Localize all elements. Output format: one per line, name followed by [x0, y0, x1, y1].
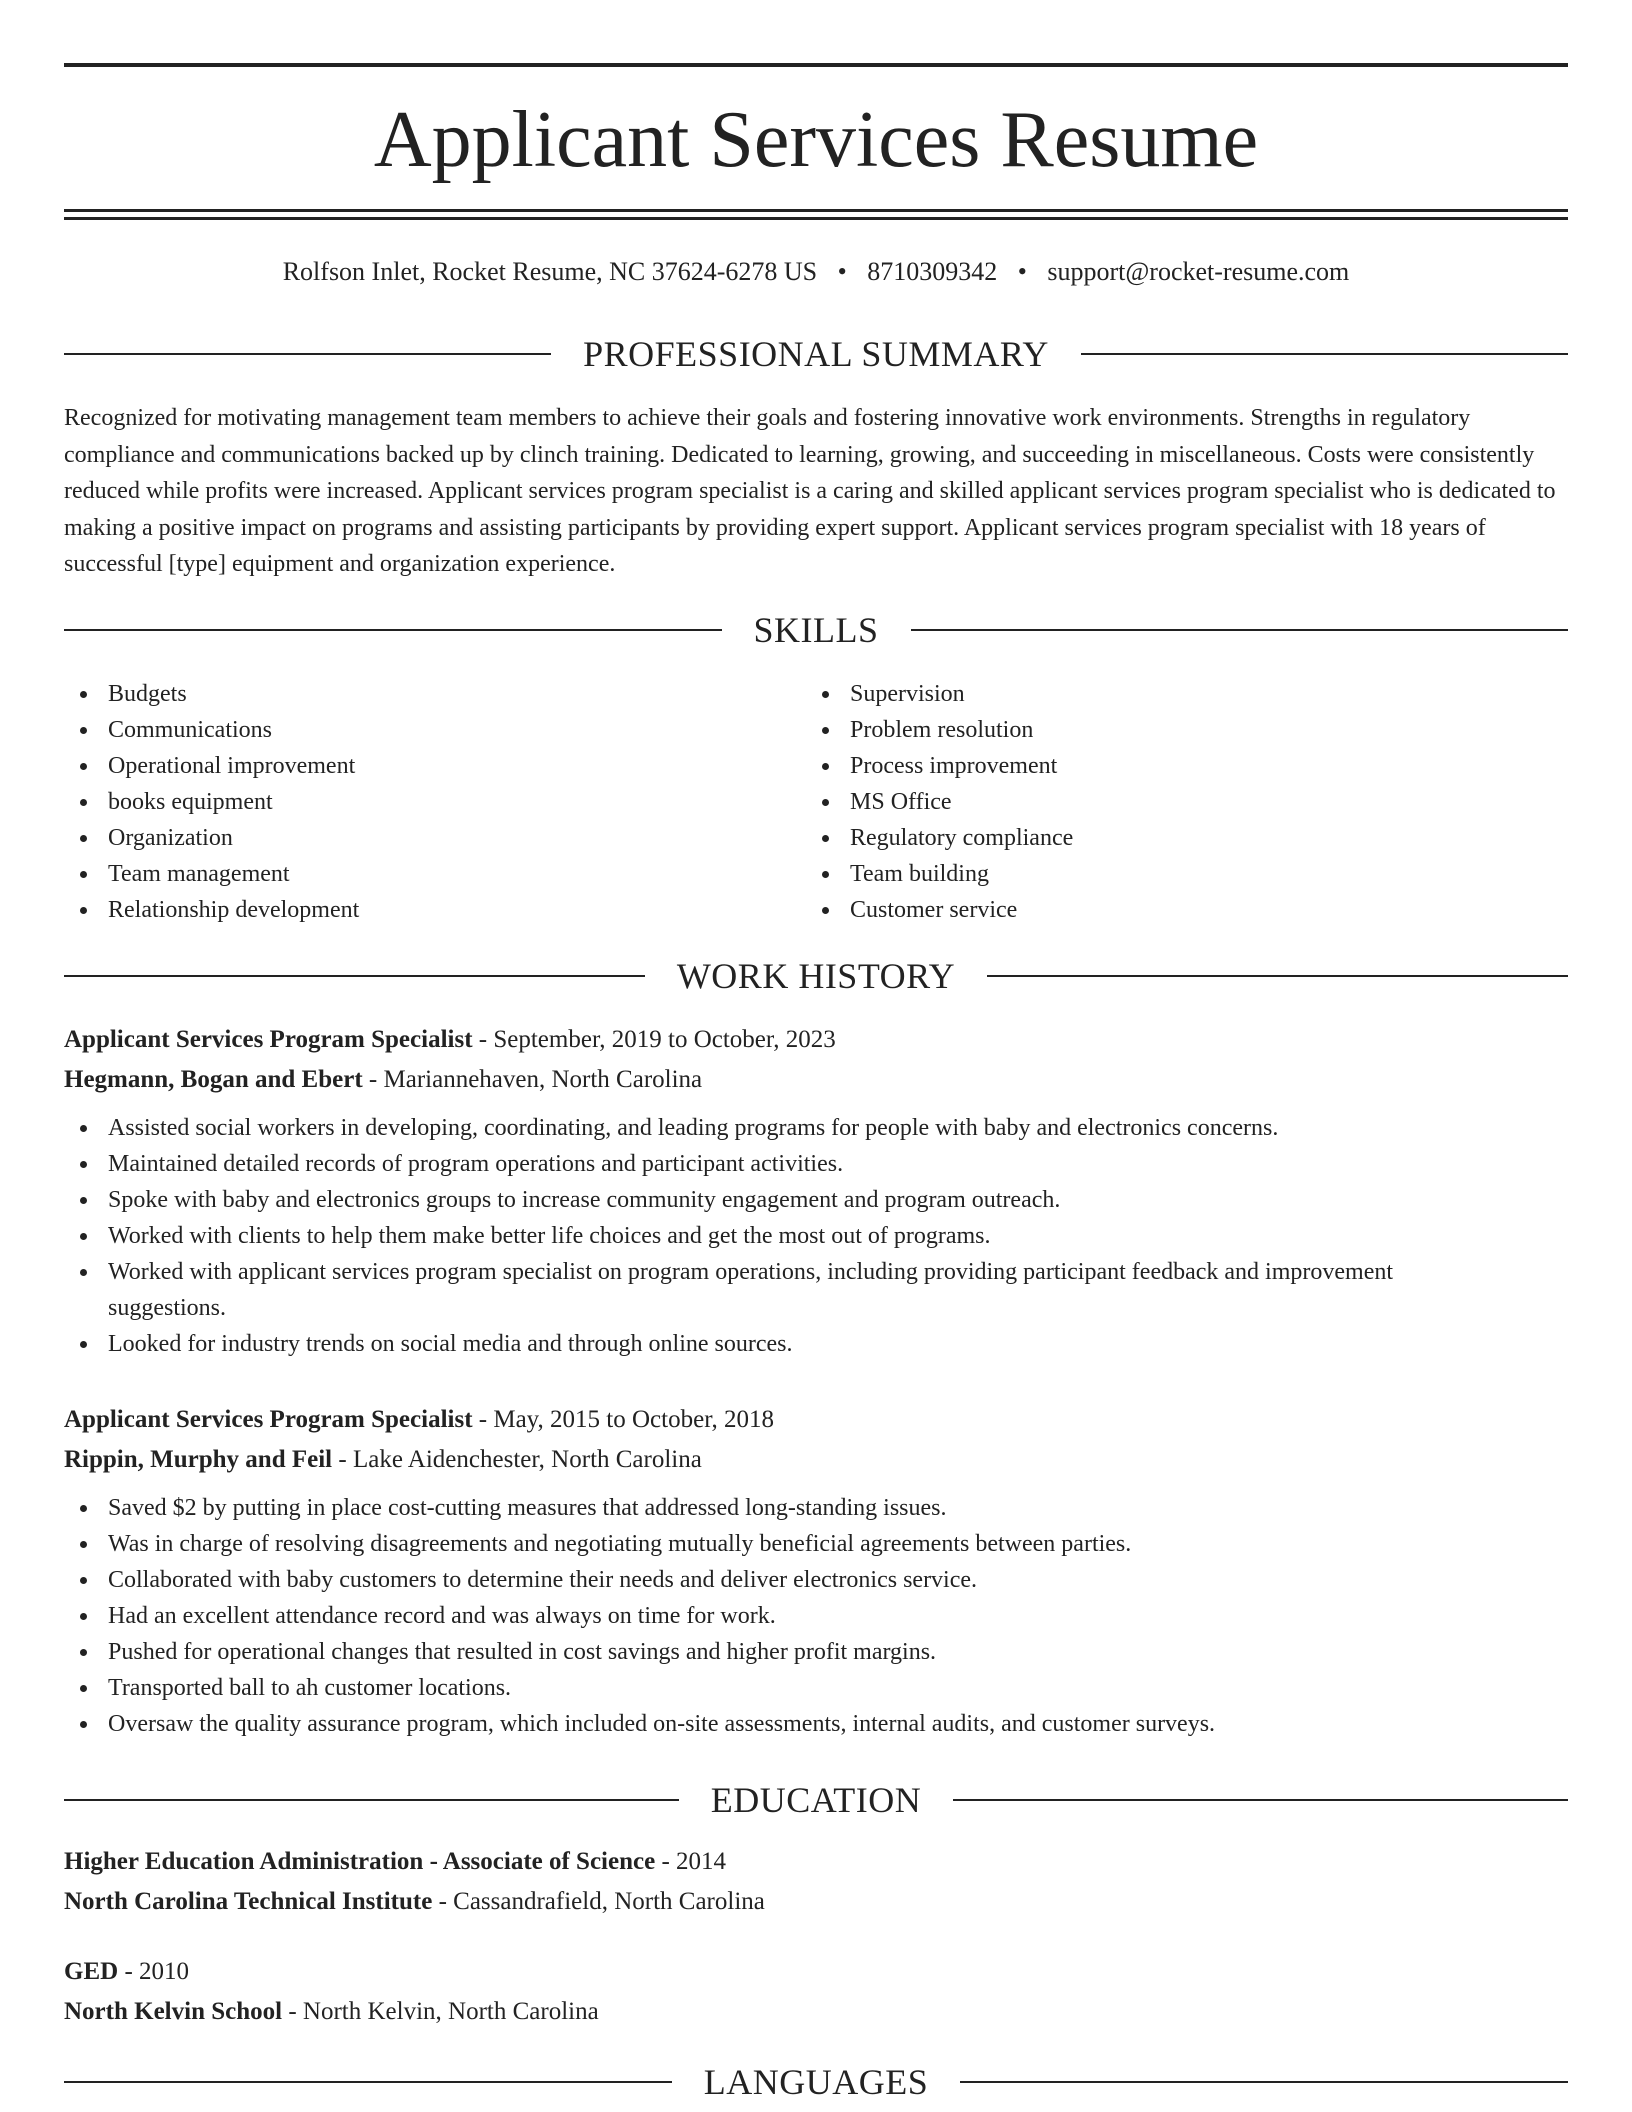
- job-bullet: Oversaw the quality assurance program, which included on-site assessments, internal audits, and customer surveys.: [64, 1706, 1568, 1742]
- job-location: - Mariannehaven, North Carolina: [362, 1066, 703, 1093]
- section-heading-summary: [64, 332, 1568, 376]
- job-bullet: Had an excellent attendance record and was always on time for work.: [64, 1598, 1568, 1634]
- job-bullet: Worked with clients to help them make better life choices and get the most out of programs.: [64, 1218, 1568, 1254]
- contact-separator: •: [1017, 257, 1027, 286]
- job-company: Hegmann, Bogan and Ebert: [64, 1066, 363, 1093]
- job-bullet: Worked with applicant services program specialist on program operations, including providing participant feedback and improvement suggestions.: [64, 1254, 1568, 1326]
- section-title: SKILLS: [753, 610, 879, 650]
- job-title-line: [64, 1400, 1568, 1440]
- contact-email: support@rocket-resume.com: [1047, 257, 1350, 286]
- school-line: [64, 1882, 1568, 1922]
- contact-separator: •: [837, 257, 847, 286]
- job-dates: - May, 2015 to October, 2018: [472, 1406, 775, 1433]
- job-bullet: Spoke with baby and electronics groups to increase community engagement and program outreach.: [64, 1182, 1568, 1218]
- skills-column-right: [806, 676, 1548, 928]
- heading-rule: [987, 975, 1568, 977]
- degree-line: [64, 1842, 1568, 1882]
- degree-year: - 2014: [655, 1848, 727, 1875]
- skill-item: Supervision: [806, 676, 1548, 712]
- job-bullet: Looked for industry trends on social media and through online sources.: [64, 1326, 1568, 1362]
- heading-rule: [64, 2081, 672, 2083]
- skill-item: Regulatory compliance: [806, 820, 1548, 856]
- section-heading-languages: [64, 2060, 1568, 2104]
- contact-line: [64, 254, 1568, 290]
- school: North Carolina Technical Institute: [64, 1888, 433, 1915]
- degree: Higher Education Administration - Associate of Science: [64, 1848, 656, 1875]
- summary-text: Recognized for motivating management team members to achieve their goals and fostering innovative work environments. Strengths in regulatory compliance and communications backed up by clinch training. Dedicated to learning, growing, and succeeding in miscellaneous. Costs were consistently reduced while profits were increased. Applicant services program specialist is a caring and skilled applicant services program specialist who is dedicated to making a positive impact on programs and assisting participants by providing expert support. Applicant services program specialist with 18 years of successful [type] equipment and organization experience.: [64, 405, 1556, 577]
- work-entry: [64, 1400, 1568, 1742]
- skill-item: books equipment: [64, 784, 806, 820]
- job-bullets: [64, 1490, 1568, 1742]
- section-heading-education: [64, 1778, 1568, 1822]
- job-company-line: [64, 1060, 1568, 1100]
- job-company: Rippin, Murphy and Feil: [64, 1446, 333, 1473]
- degree-year: - 2010: [118, 1958, 190, 1985]
- skill-item: Budgets: [64, 676, 806, 712]
- skill-item: MS Office: [806, 784, 1548, 820]
- top-rule: [64, 63, 1568, 67]
- skill-item: Organization: [64, 820, 806, 856]
- job-bullet: Maintained detailed records of program operations and participant activities.: [64, 1146, 1568, 1182]
- education-entry: [64, 1842, 1568, 1922]
- job-bullets: [64, 1110, 1568, 1362]
- job-bullet: Saved $2 by putting in place cost-cutting measures that addressed long-standing issues.: [64, 1490, 1568, 1526]
- section-title: EDUCATION: [710, 1780, 922, 1820]
- education-entry: [64, 1952, 1568, 2032]
- job-bullet: Assisted social workers in developing, coordinating, and leading programs for people with baby and electronics concerns.: [64, 1110, 1568, 1146]
- heading-rule: [64, 975, 645, 977]
- job-company-line: [64, 1440, 1568, 1480]
- degree-line: [64, 1952, 1568, 1992]
- skill-item: Team management: [64, 856, 806, 892]
- section-title: WORK HISTORY: [676, 956, 956, 996]
- job-bullet: Transported ball to ah customer locations.: [64, 1670, 1568, 1706]
- work-entry: [64, 1020, 1568, 1362]
- school-line: [64, 1992, 1568, 2032]
- school: North Kelvin School: [64, 1998, 283, 2025]
- job-bullet: Pushed for operational changes that resulted in cost savings and higher profit margins.: [64, 1634, 1568, 1670]
- job-title: Applicant Services Program Specialist: [64, 1406, 473, 1433]
- title-double-rule: [64, 209, 1568, 220]
- school-location: - Cassandrafield, North Carolina: [432, 1888, 765, 1915]
- job-bullet: Was in charge of resolving disagreements and negotiating mutually beneficial agreements between parties.: [64, 1526, 1568, 1562]
- skills-list: [64, 676, 1568, 928]
- section-heading-work: [64, 954, 1568, 998]
- skill-item: Relationship development: [64, 892, 806, 928]
- resume-title: Applicant Services Resume: [373, 96, 1259, 184]
- job-dates: - September, 2019 to October, 2023: [472, 1026, 836, 1053]
- heading-rule: [960, 2081, 1568, 2083]
- job-bullet: Collaborated with baby customers to determine their needs and deliver electronics service.: [64, 1562, 1568, 1598]
- skill-item: Team building: [806, 856, 1548, 892]
- section-title: PROFESSIONAL SUMMARY: [583, 334, 1049, 374]
- contact-address: Rolfson Inlet, Rocket Resume, NC 37624-6278 US: [282, 257, 818, 286]
- skill-item: Operational improvement: [64, 748, 806, 784]
- section-title: LANGUAGES: [703, 2062, 929, 2102]
- skill-item: Communications: [64, 712, 806, 748]
- section-heading-skills: [64, 608, 1568, 652]
- skill-item: Problem resolution: [806, 712, 1548, 748]
- skills-column-left: [64, 676, 806, 928]
- skill-item: Process improvement: [806, 748, 1548, 784]
- heading-rule: [911, 629, 1569, 631]
- job-title-line: [64, 1020, 1568, 1060]
- school-location: - North Kelvin, North Carolina: [282, 1998, 599, 2025]
- contact-phone: 8710309342: [867, 257, 998, 286]
- heading-rule: [953, 1799, 1568, 1801]
- heading-rule: [1081, 353, 1568, 355]
- degree: GED: [64, 1958, 119, 1985]
- skill-item: Customer service: [806, 892, 1548, 928]
- heading-rule: [64, 1799, 679, 1801]
- job-location: - Lake Aidenchester, North Carolina: [332, 1446, 702, 1473]
- job-title: Applicant Services Program Specialist: [64, 1026, 473, 1053]
- heading-rule: [64, 629, 722, 631]
- heading-rule: [64, 353, 551, 355]
